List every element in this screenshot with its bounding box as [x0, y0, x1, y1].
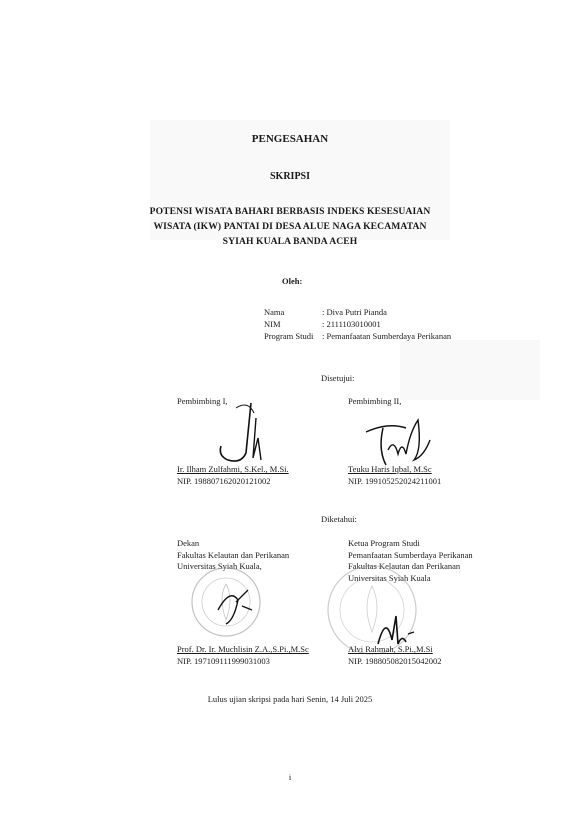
- diketahui-label: Diketahui:: [321, 514, 357, 524]
- nim-value: : 2111103010001: [322, 319, 381, 329]
- thesis-title: [0, 204, 580, 249]
- nim-row: [264, 318, 451, 330]
- signature-dekan: [208, 580, 268, 630]
- pembimbing1-name: Ir. Ilham Zulfahmi, S.Kel., M.Si.: [177, 464, 289, 474]
- nama-row: [264, 306, 451, 318]
- dekan-sign-block: [177, 644, 309, 667]
- prodi-row: [264, 330, 451, 342]
- lulus-statement: Lulus ujian skripsi pada hari Senin, 14 Juli 2025: [207, 694, 373, 704]
- kaprodi-line1: Ketua Program Studi: [348, 538, 420, 548]
- nim-label: NIM: [264, 319, 281, 329]
- kaprodi-nip: NIP. 198805082015042002: [348, 655, 442, 666]
- nama-value: : Diva Putri Pianda: [322, 307, 387, 317]
- kaprodi-line2: Pemanfaatan Sumberdaya Perikanan: [348, 549, 473, 560]
- nama-label: Nama: [264, 307, 285, 317]
- pembimbing2-block: [348, 464, 441, 487]
- document-type: SKRIPSI: [269, 171, 310, 182]
- thesis-title-line3: SYIAH KUALA BANDA ACEH: [222, 236, 358, 247]
- thesis-title-line2: WISATA (IKW) PANTAI DI DESA ALUE NAGA KECAMATAN: [153, 221, 427, 232]
- pembimbing1-block: [177, 464, 289, 487]
- page-number: i: [288, 772, 292, 782]
- kaprodi-line4: Universitas Syiah Kuala: [348, 572, 431, 583]
- prodi-value: : Pemanfaatan Sumberdaya Perikanan: [322, 331, 452, 341]
- dekan-line1: Dekan: [177, 538, 200, 548]
- dekan-nip: NIP. 197109111999031003: [177, 655, 270, 666]
- pembimbing1-nip: NIP. 198807162020121002: [177, 475, 271, 486]
- kaprodi-line3: Fakultas Kelautan dan Perikanan: [348, 561, 461, 571]
- signature-pembimbing1: [206, 398, 286, 468]
- signature-pembimbing2: [358, 410, 448, 470]
- dekan-line3: Universitas Syiah Kuala,: [177, 561, 262, 571]
- kaprodi-name: Alvi Rahmah, S.Pi.,M.Si: [348, 644, 433, 654]
- page-title: PENGESAHAN: [251, 133, 329, 145]
- dekan-name: Prof. Dr. Ir. Muchlisin Z.A.,S.Pi.,M.Sc: [177, 644, 309, 654]
- pembimbing2-name: Teuku Haris Iqbal, M.Sc: [348, 464, 432, 474]
- kaprodi-sign-block: [348, 644, 442, 667]
- pembimbing2-role: Pembimbing II,: [348, 396, 402, 406]
- thesis-title-line1: POTENSI WISATA BAHARI BERBASIS INDEKS KESESUAIAN: [149, 206, 431, 217]
- dekan-line2: Fakultas Kelautan dan Perikanan: [177, 549, 290, 560]
- disetujui-label: Disetujui:: [321, 373, 355, 383]
- prodi-label: Program Studi: [264, 331, 314, 341]
- author-info: [264, 306, 451, 342]
- pembimbing2-nip: NIP. 199105252024211001: [348, 475, 442, 486]
- oleh-label: Oleh:: [282, 276, 303, 286]
- pembimbing1-role: Pembimbing I,: [177, 396, 228, 406]
